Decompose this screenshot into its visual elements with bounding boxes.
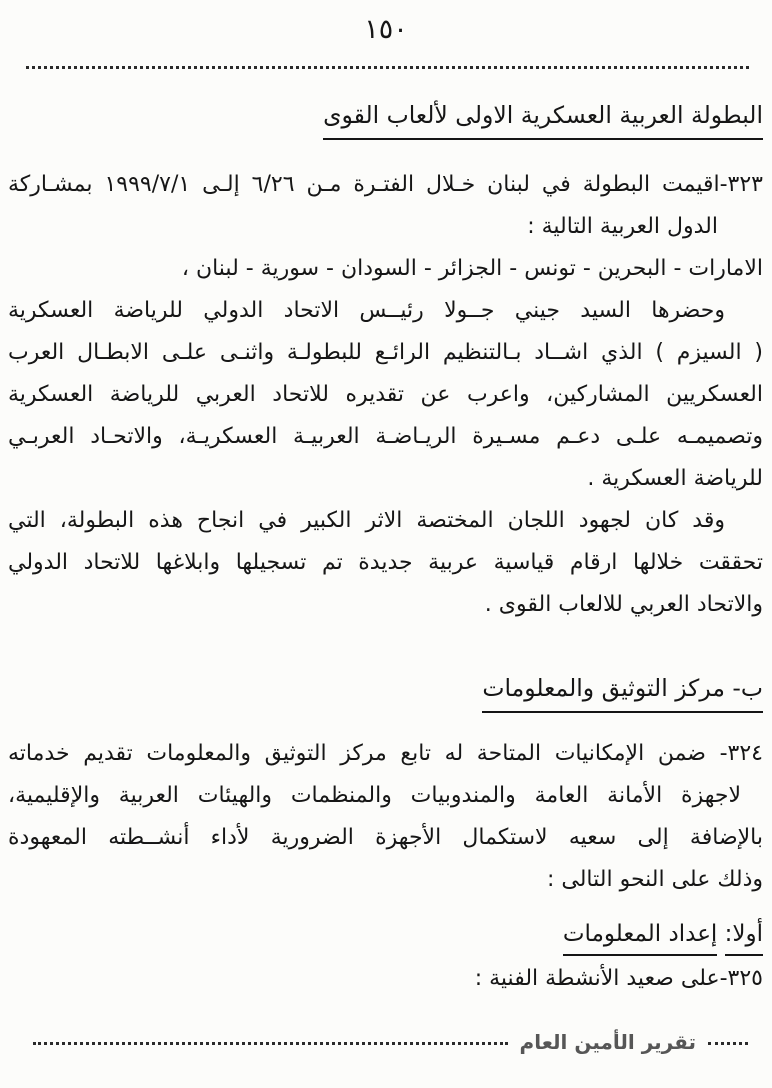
subheading-information-preparation [8,919,763,956]
footer [33,1030,748,1054]
section-heading-documentation-text: ب- مركز التوثيق والمعلومات [482,672,763,713]
athletics-section-body [8,164,763,626]
paragraph-323-line: ٣٢٣-اقيمت البطولة في لبنان خـلال الفتـرة مـن ٦/٢٦ إلـى ١٩٩٩/٧/١ بمشـاركة [8,172,763,197]
documentation-section-body [8,733,763,901]
page-number: ١٥٠ [364,14,408,45]
paragraph-324-line: ٣٢٤- ضمن الإمكانيات المتاحة له تابع مركز التوثيق والمعلومات تقديم خدماته [8,741,763,766]
section-heading-athletics-text: البطولة العربية العسكرية الاولى لألعاب القوى [323,99,763,140]
footer-signature: تقرير الأمين العام [519,1030,696,1054]
paragraph-324-line: بالإضافة إلى سعيه لاستكمال الأجهزة الضرورية لأداء أنشــطته المعهودة [8,825,763,850]
subheading-lead-text: أولا: [725,919,763,956]
section-heading-athletics [8,99,763,140]
footer-dotted-rule-left [33,1040,508,1045]
paragraph-324-line: وذلك على النحو التالى : [546,867,763,892]
paragraph-323-line: الدول العربية التالية : [527,214,718,239]
paragraph-325-line: ٣٢٥-على صعيد الأنشطة الفنية : [474,966,763,991]
attendance-paragraph-line: العسكريين المشاركين، واعرب عن تقديره للاتحاد العربي للرياضة العسكرية [8,382,763,407]
attendance-paragraph-line: وحضرها السيد جيني جــولا رئيــس الاتحاد الدولي للرياضة العسكرية [8,298,725,323]
subheading-rest-text: إعداد المعلومات [563,919,717,956]
footer-dotted-rule-right [708,1040,748,1045]
page-content [0,99,772,1000]
committees-paragraph-line: والاتحاد العربي للالعاب القوى . [484,592,763,617]
section-heading-documentation [8,672,763,713]
attendance-paragraph-line: للرياضة العسكرية . [587,466,763,491]
paragraph-324-line: لاجهزة الأمانة العامة والمندوبيات والمنظمات والهيئات العربية والإقليمية، [8,783,741,808]
paragraph-325 [8,958,763,1000]
countries-line: الامارات - البحرين - تونس - الجزائر - السودان - سورية - لبنان ، [181,256,763,281]
attendance-paragraph-line: ( السيزم ) الذي اشــاد بـالتنظيم الرائـع للبطولـة واثنـى علـى الابطـال العرب [8,340,763,365]
attendance-paragraph-line: وتصميمـه علـى دعـم مسـيرة الريـاضـة العربيـة العسكريـة، والاتحـاد العربـي [8,424,763,449]
committees-paragraph-line: تحققت خلالها ارقام قياسية عربية جديدة تم تسجيلها وابلاغها للاتحاد الدولي [8,550,763,575]
committees-paragraph-line: وقد كان لجهود اللجان المختصة الاثر الكبير في انجاح هذه البطولة، التي [8,508,725,533]
header-dotted-rule [26,64,749,69]
